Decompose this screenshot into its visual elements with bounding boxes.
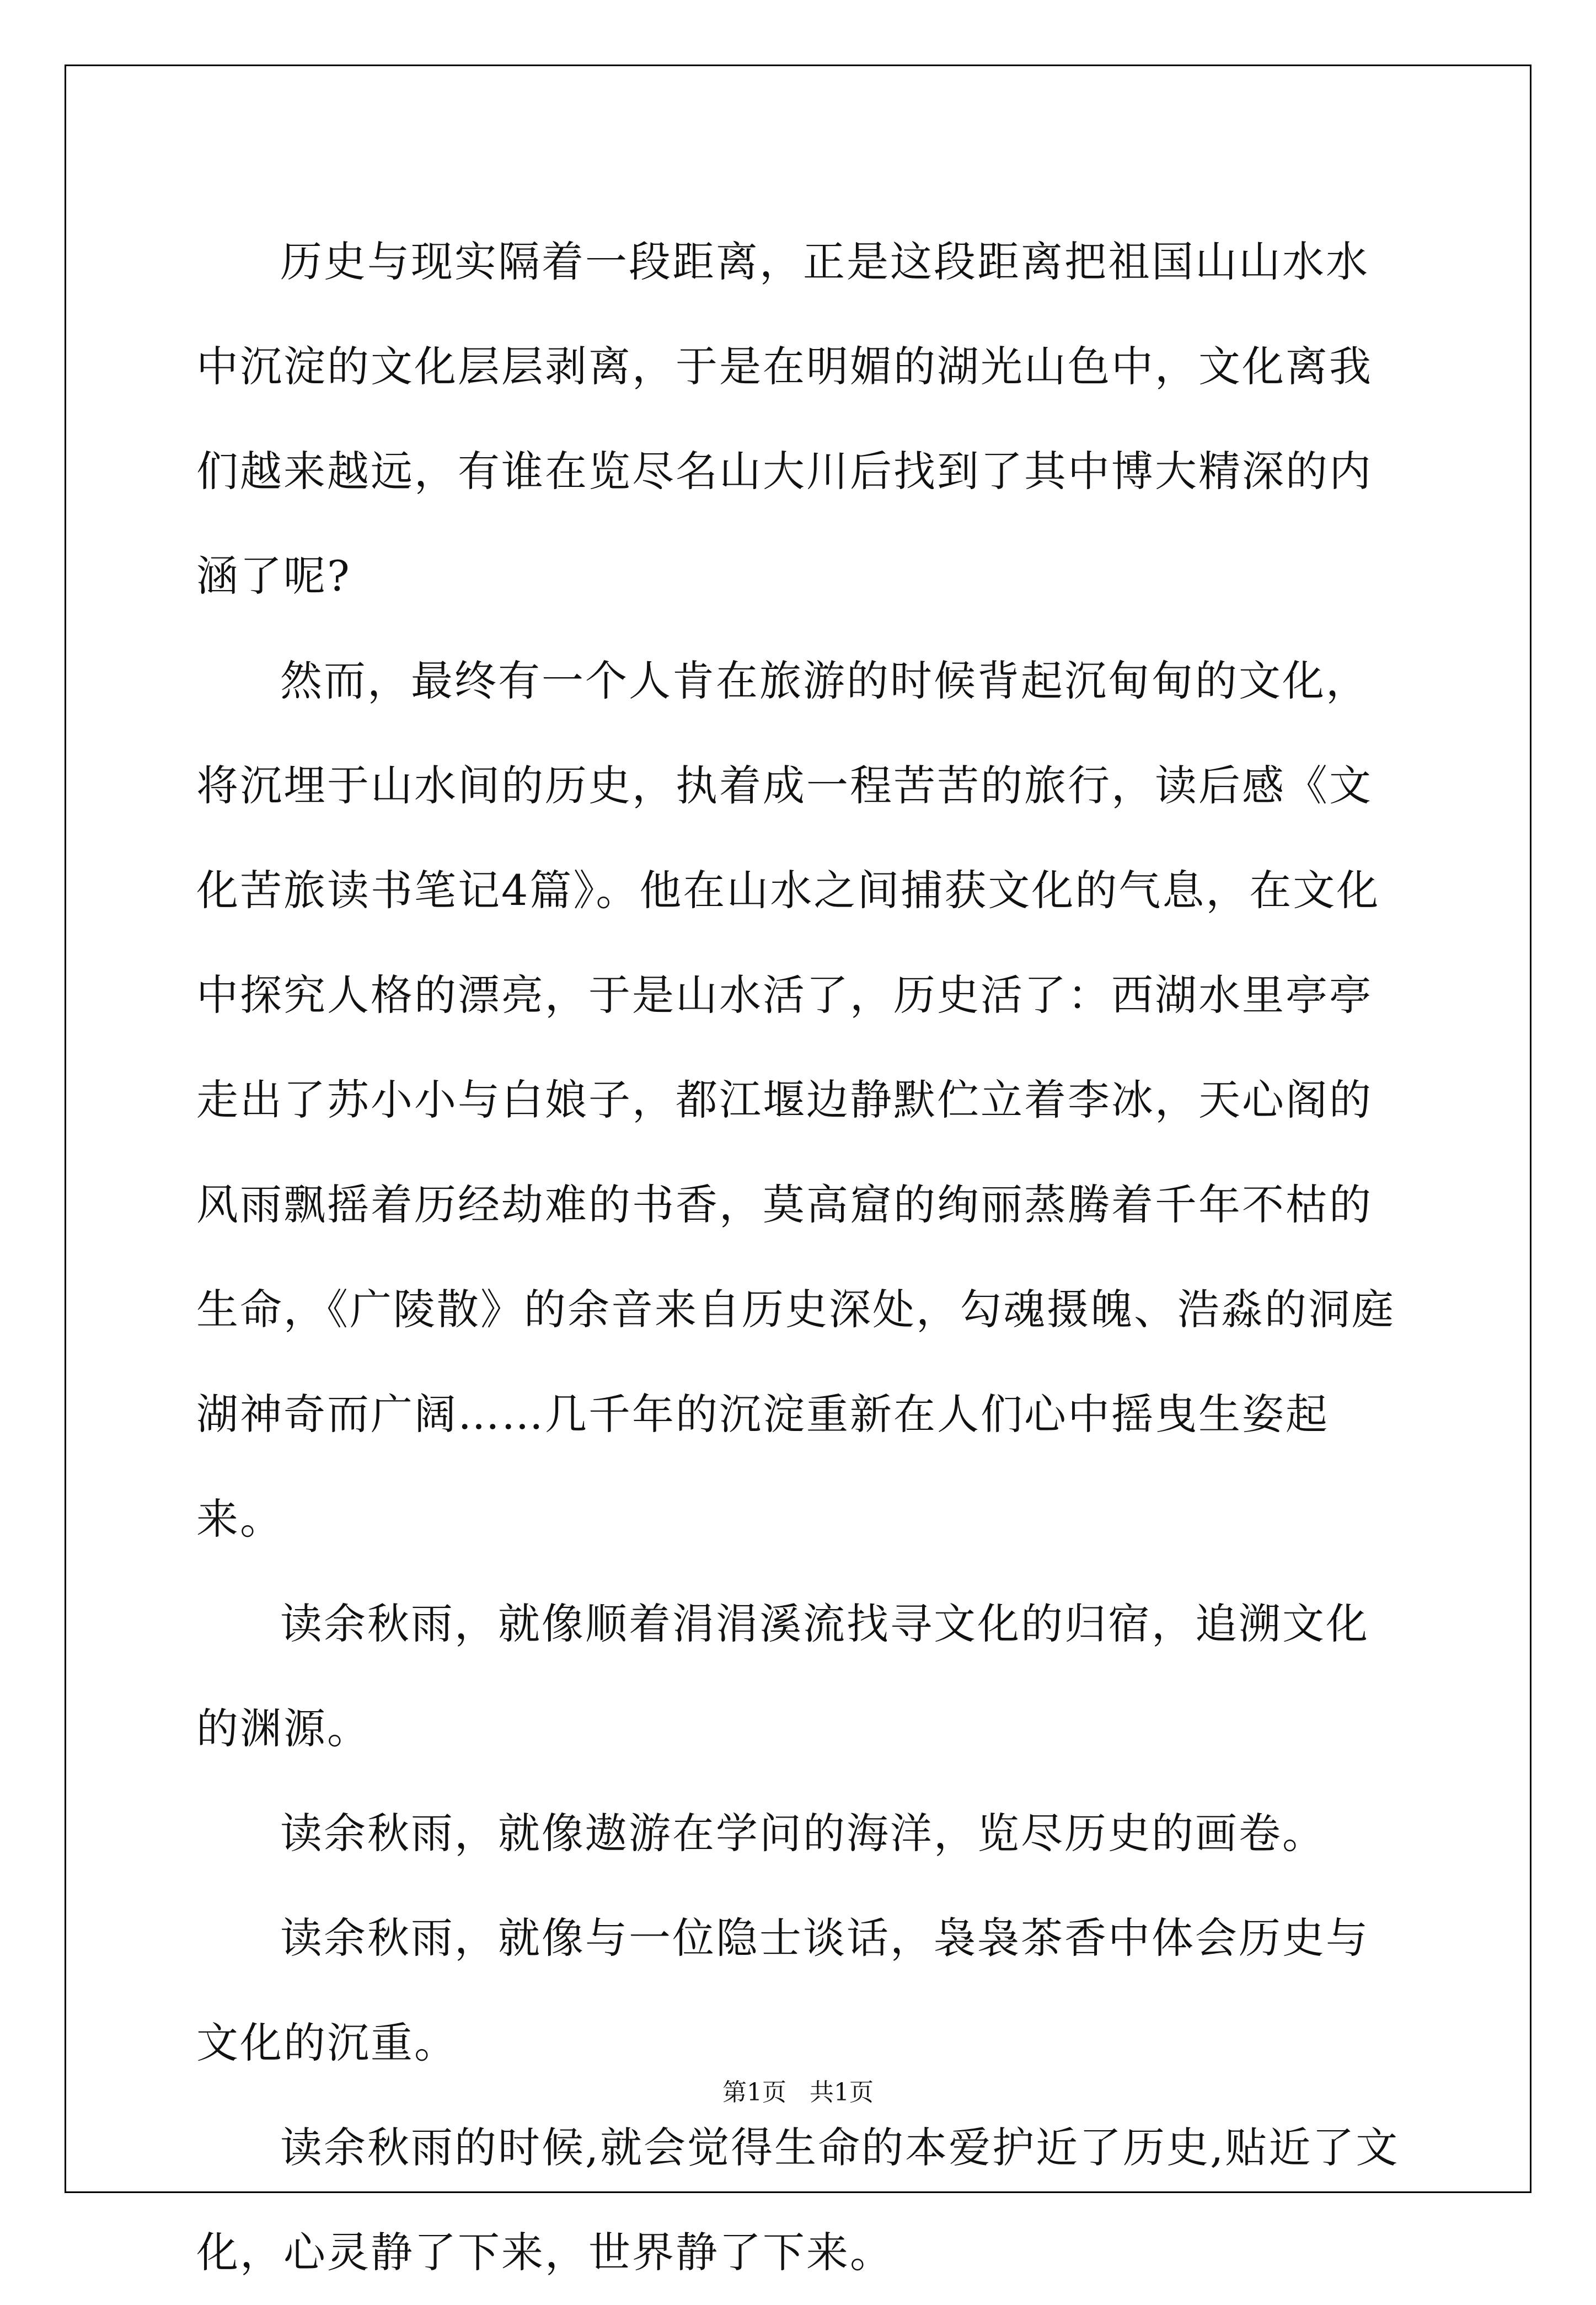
paragraph-4: 读余秋雨，就像遨游在学问的海洋，览尽历史的画卷。 xyxy=(280,1809,1326,1858)
paragraph-1: 历史与现实隔着一段距离，正是这段距离把祖国山山水水中沉淀的文化层层剥离，于是在明媚的湖光山色中，文化离我们越来越远，有谁在览尽名山大川后找到了其中博大精深的内涵了呢? xyxy=(196,237,1373,601)
page-number-footer: 第1页 共1页 xyxy=(722,2078,874,2106)
document-body xyxy=(196,210,1410,2305)
paragraph-5: 读余秋雨，就像与一位隐士谈话，袅袅茶香中体会历史与文化的沉重。 xyxy=(196,1913,1369,2067)
paragraph-2: 然而，最终有一个人肯在旅游的时候背起沉甸甸的文化，将沉埋于山水间的历史，执着成一程苦苦的旅行，读后感《文化苦旅读书笔记4篇》。他在山水之间捕获文化的气息，在文化中探究人格的漂亮，于是山水活了，历史活了：西湖水里亭亭走出了苏小小与白娘子，都江堰边静默伫立着李冰，天心阁的风雨飘摇着历经劫难的书香，莫高窟的绚丽蒸腾着千年不枯的生命，《广陵散》的余音来自历史深处，勾魂摄魄、浩淼的洞庭湖神奇而广阔……几千年的沉淀重新在人们心中摇曳生姿起来。 xyxy=(196,656,1395,1543)
paragraph-6: 读余秋雨的时候,就会觉得生命的本爱护近了历史,贴近了文化，心灵静了下来，世界静了下来。 xyxy=(196,2123,1400,2277)
paragraph-3: 读余秋雨，就像顺着涓涓溪流找寻文化的归宿，追溯文化的渊源。 xyxy=(196,1599,1369,1753)
